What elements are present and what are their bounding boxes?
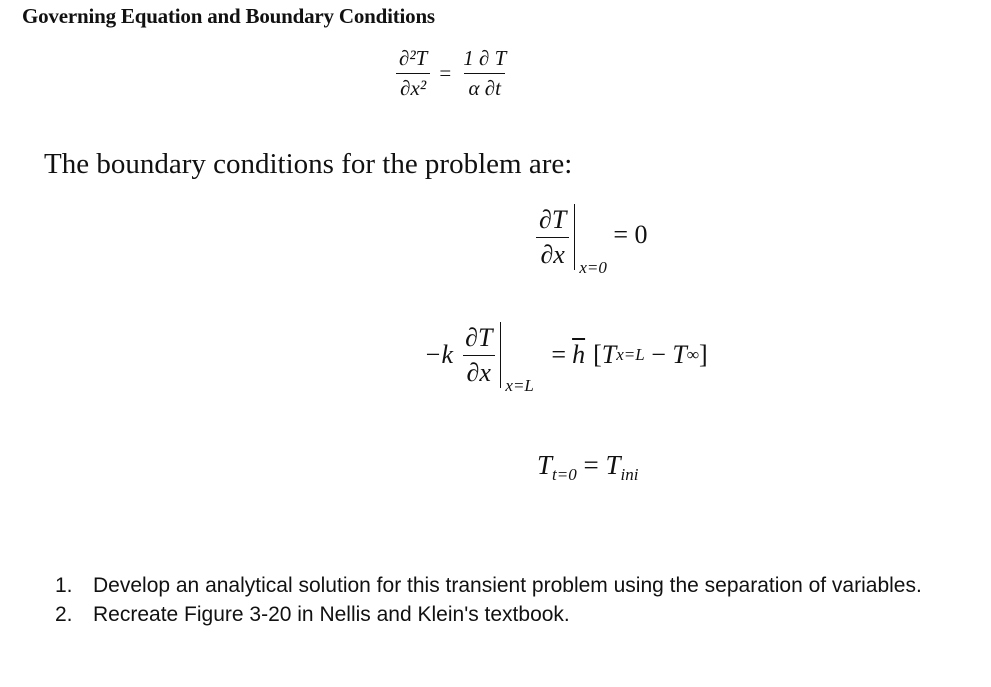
bc2-t1: T [601,340,617,369]
bc2-t1-subscript: x=L [616,345,645,364]
list-item [55,600,965,629]
bc2-h-bar: $\overline{h}$ [572,340,586,369]
bc2-numerator: ∂T [465,322,493,352]
lhs-denominator: ∂x² [396,73,430,101]
bc2-equals: = [551,340,567,369]
bc1-denominator: ∂x [536,237,568,270]
list-text: Develop an analytical solution for this transient problem using the separation of variables. [93,574,922,597]
bc2-minus: − [644,340,673,369]
list-number: 1. [55,574,73,597]
ic-equals: = [576,450,606,480]
bc2-evaluation-bar [500,322,534,395]
initial-condition [537,450,638,485]
governing-equation [395,46,510,101]
lhs-numerator: ∂²T [399,46,428,70]
ic-t2: T [605,450,621,480]
ic-t: T [537,450,553,480]
bc1-fraction [535,205,570,270]
equals-sign: = [439,61,452,85]
bc2-open-bracket: [ [593,340,602,369]
rhs-fraction [459,46,510,101]
list-item [55,571,965,600]
bc1-eval-point: x=0 [579,258,607,277]
bc2-close-bracket: ] [698,340,708,369]
bc1-numerator: ∂T [539,204,567,234]
task-list [55,571,965,629]
intro-text: The boundary conditions for the problem are: [44,148,573,180]
lhs-fraction [395,46,431,101]
section-heading: Governing Equation and Boundary Conditions [22,4,435,28]
list-number: 2. [55,603,73,626]
bc1-evaluation-bar [574,204,607,277]
ic-t-subscript: t=0 [552,465,577,484]
bc2-t2-subscript: ∞ [686,345,699,364]
bc2-fraction [461,323,496,388]
bc2-eval-point: x=L [505,376,534,395]
ic-t2-subscript: ini [620,465,639,484]
bc2-prefix: −k [424,340,454,369]
bc1-rhs: = 0 [613,220,648,249]
boundary-condition-2 [424,322,708,395]
rhs-numerator: 1 ∂ T [463,46,507,70]
list-text: Recreate Figure 3-20 in Nellis and Klein's textbook. [93,603,570,626]
rhs-denominator: α ∂t [464,73,504,101]
bc2-t2: T [672,340,687,369]
boundary-condition-1 [535,204,648,277]
bc2-denominator: ∂x [463,355,495,388]
